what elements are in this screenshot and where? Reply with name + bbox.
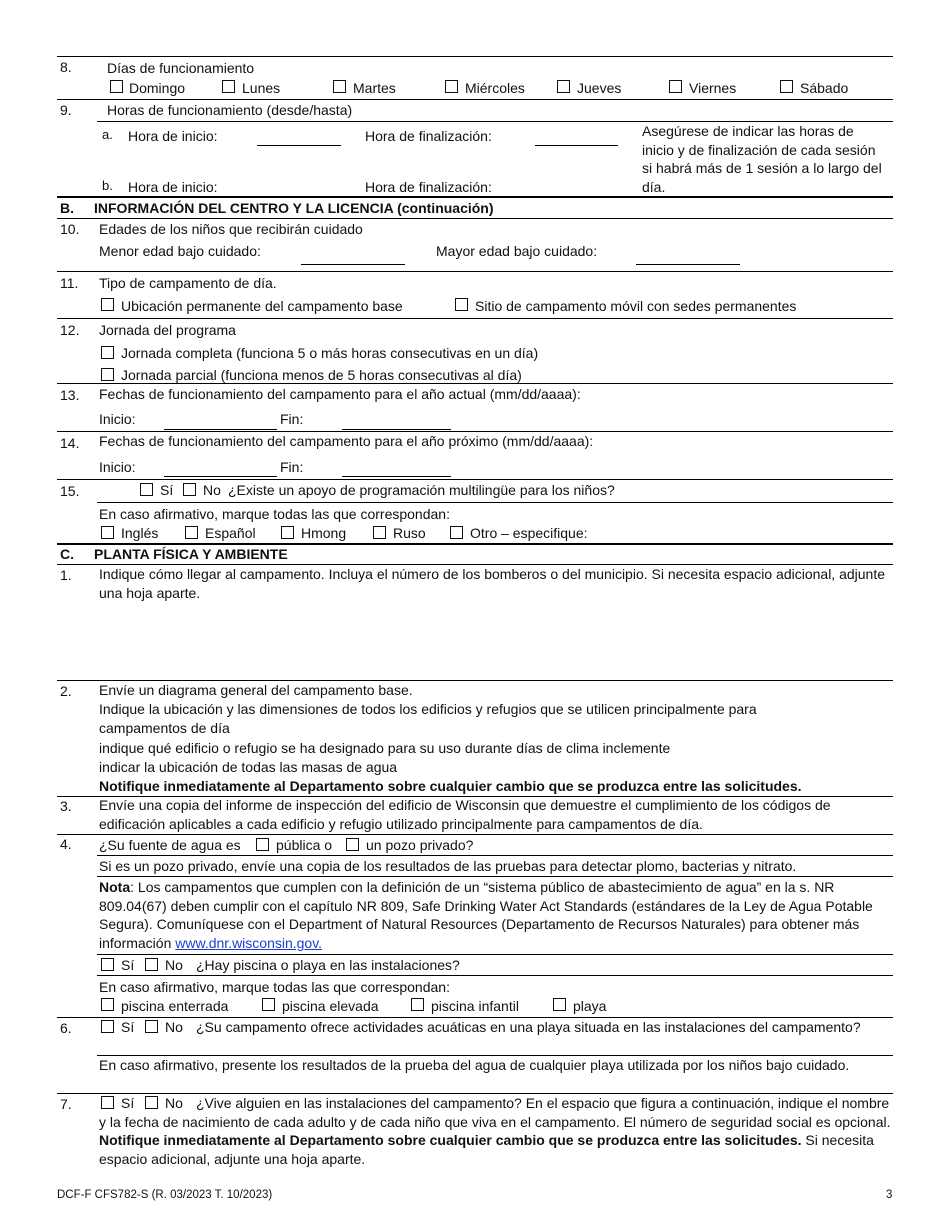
c4-private-note: Si es un pozo privado, envíe una copia de los resultados de las pruebas para detectar plomo, bacterias y nitrato. [99,858,797,874]
c2-number: 2. [60,683,72,699]
no-label: No [203,482,221,498]
c2-line3: indique qué edificio o refugio se ha designado para su uso durante días de clima inclemente [99,740,671,756]
q9-note: Asegúrese de indicar las horas de inicio y de finalización de cada sesión si habrá más de 1 sesión a lo largo del día. [642,123,882,195]
c5-followup: En caso afirmativo, marque todas las que correspondan: [99,979,450,995]
option-label: Jornada completa (funciona 5 o más horas consecutivas en un día) [121,345,539,361]
checkbox-pool-no[interactable] [145,958,158,971]
divider [97,855,893,856]
c7-body: ¿Vive alguien en las instalaciones del campamento? En el espacio que figura a continuación, indique el nombre y la fecha de nacimiento de cada adulto y de cada niño que viva en el campamento. El número de seguridad social es opcional. [99,1095,891,1130]
yes-label: Sí [121,1019,135,1035]
c4-number: 4. [60,836,72,852]
c1-number: 1. [60,567,72,583]
q13-end-label: Fin: [280,411,304,427]
q14-number: 14. [60,435,80,451]
q15-question: ¿Existe un apoyo de programación multilingüe para los niños? [228,482,615,498]
checkbox-miercoles[interactable] [445,80,458,93]
no-label: No [165,1095,183,1111]
checkbox-espanol[interactable] [185,526,198,539]
option-label: Sitio de campamento móvil con sedes permanentes [475,298,797,314]
section-c-letter: C. [60,546,74,562]
checkbox-pool-yes[interactable] [101,958,114,971]
q13-label: Fechas de funcionamiento del campamento para el año actual (mm/dd/aaaa): [99,386,581,402]
checkbox-viernes[interactable] [669,80,682,93]
checkbox-beach[interactable] [553,998,566,1011]
option-label: Ubicación permanente del campamento base [121,298,403,314]
section-c-title: PLANTA FÍSICA Y AMBIENTE [94,546,288,562]
no-label: No [165,957,183,973]
yes-label: Sí [160,482,174,498]
c7-tail: Si necesita espacio adicional, adjunte una hoja aparte. [99,1132,874,1167]
q10-oldest-label: Mayor edad bajo cuidado: [436,243,598,259]
c1-answer-area[interactable] [99,604,889,676]
q9a-start-label: Hora de inicio: [128,128,218,144]
q9b-start-label: Hora de inicio: [128,179,218,195]
q13-start-label: Inicio: [99,411,136,427]
checkbox-sabado[interactable] [780,80,793,93]
section-b-letter: B. [60,200,74,216]
divider [97,954,893,955]
checkbox-inground-pool[interactable] [101,998,114,1011]
c4-note [99,878,891,952]
option-label: piscina enterrada [121,998,229,1014]
option-label: Jornada parcial (funciona menos de 5 horas consecutivas al día) [121,367,522,383]
c7-notice: Notifique inmediatamente al Departamento sobre cualquier cambio que se produzca entre las solicitudes. [99,1132,802,1149]
q14-start-label: Inicio: [99,459,136,475]
divider [57,383,893,384]
day-label: Jueves [577,80,622,96]
checkbox-domingo[interactable] [110,80,123,93]
q9a-start-field[interactable] [257,145,341,146]
checkbox-otro[interactable] [450,526,463,539]
q10-label: Edades de los niños que recibirán cuidado [99,221,363,237]
q15-number: 15. [60,483,80,499]
q15-followup: En caso afirmativo, marque todas las que correspondan: [99,506,450,522]
c2-line2: Indique la ubicación y las dimensiones de todos los edificios y refugios que se utilicen principalmente para campamentos de día [99,701,757,736]
c4-question: ¿Su fuente de agua es [99,837,241,853]
checkbox-ingles[interactable] [101,526,114,539]
checkbox-ruso[interactable] [373,526,386,539]
language-label: Inglés [121,525,159,541]
oldest-age-field[interactable] [636,264,740,265]
q14-label: Fechas de funcionamiento del campamento para el año próximo (mm/dd/aaaa): [99,433,594,449]
divider [97,975,893,976]
language-label: Español [205,525,256,541]
q8-number: 8. [60,59,72,75]
q8-label: Días de funcionamiento [107,60,255,76]
checkbox-water-private[interactable] [346,838,359,851]
q14-start-field[interactable] [164,476,277,477]
q14-end-label: Fin: [280,459,304,475]
c5-question: ¿Hay piscina o playa en las instalaciones? [196,957,460,973]
divider [57,218,893,219]
q9b-end-label: Hora de finalización: [365,179,492,195]
day-label: Viernes [689,80,737,96]
divider [57,99,893,100]
c3-number: 3. [60,798,72,814]
youngest-age-field[interactable] [301,264,405,265]
q9a-end-label: Hora de finalización: [365,128,492,144]
yes-label: Sí [121,957,135,973]
c3-text: Envíe una copia del informe de inspección del edificio de Wisconsin que demuestre el cumplimiento de los códigos de edificación aplicables a cada edificio y refugio utilizado principalmente para campamentos de día. [99,797,831,832]
option-label: un pozo privado? [366,837,474,853]
checkbox-q15-no[interactable] [183,483,196,496]
q12-number: 12. [60,322,80,338]
q9-label: Horas de funcionamiento (desde/hasta) [107,102,353,118]
language-label: Hmong [301,525,347,541]
option-label: piscina infantil [431,998,519,1014]
language-label: Ruso [393,525,426,541]
c2-notice: Notifique inmediatamente al Departamento sobre cualquier cambio que se produzca entre las solicitudes. [99,778,802,794]
section-divider [57,196,893,198]
option-label: pública o [276,837,333,853]
day-label: Miércoles [465,80,525,96]
day-label: Martes [353,80,396,96]
q9-a-letter: a. [102,127,113,142]
yes-label: Sí [121,1095,135,1111]
dnr-link[interactable]: www.dnr.wisconsin.gov. [175,934,323,951]
no-label: No [165,1019,183,1035]
q13-end-field[interactable] [342,429,451,430]
divider [57,56,893,57]
section-b-title: INFORMACIÓN DEL CENTRO Y LA LICENCIA (continuación) [94,200,494,216]
divider [57,318,893,319]
c6-question: ¿Su campamento ofrece actividades acuáticas en una playa situada en las instalaciones del campamento? [196,1019,861,1035]
q10-number: 10. [60,221,80,237]
q12-label: Jornada del programa [99,322,236,338]
form-id: DCF-F CFS782-S (R. 03/2023 T. 10/2023) [57,1189,273,1201]
c4-note-text: : Los campamentos que cumplen con la definición de un “sistema público de abastecimiento de agua” en la s. NR 809.04(67) deben cumplir con el capítulo NR 809, Safe Drinking Water Act Standards (estándares de la Ley de Agua Potable Segura). Comuníquese con el Department of Natural Resources (Departamento de Recursos Naturales) para obtener más información [99,879,873,951]
option-label: playa [573,998,607,1014]
option-label: piscina elevada [282,998,379,1014]
checkbox-mobile-site[interactable] [455,298,468,311]
c4-note-label: Nota [99,879,131,895]
day-label: Domingo [129,80,186,96]
c2-line1: Envíe un diagrama general del campamento base. [99,682,413,698]
c7-number: 7. [60,1096,72,1112]
checkbox-full-day[interactable] [101,346,114,359]
q9-number: 9. [60,102,72,118]
q11-number: 11. [60,275,79,291]
c6-followup: En caso afirmativo, presente los resultados de la prueba del agua de cualquier playa utilizada por los niños bajo cuidado. [99,1057,850,1073]
language-label: Otro – especifique: [470,525,588,541]
checkbox-part-day[interactable] [101,368,114,381]
checkbox-above-ground-pool[interactable] [262,998,275,1011]
day-label: Lunes [242,80,281,96]
c1-text: Indique cómo llegar al campamento. Incluya el número de los bomberos o del municipio. Si necesita espacio adicional, adjunte una hoja aparte. [99,566,886,601]
checkbox-water-public[interactable] [256,838,269,851]
checkbox-wading-pool[interactable] [411,998,424,1011]
q14-end-field[interactable] [342,476,451,477]
divider [57,834,893,835]
c6-number: 6. [60,1020,72,1036]
q9a-end-field[interactable] [535,145,618,146]
divider [57,271,893,272]
checkbox-jueves[interactable] [557,80,570,93]
checkbox-lunes[interactable] [222,80,235,93]
q10-youngest-label: Menor edad bajo cuidado: [99,243,261,259]
q9-b-letter: b. [102,178,113,193]
q13-start-field[interactable] [164,429,277,430]
checkbox-q15-yes[interactable] [140,483,153,496]
checkbox-hmong[interactable] [281,526,294,539]
page-number: 3 [886,1189,893,1201]
divider [97,502,893,503]
c2-line4: indicar la ubicación de todas las masas de agua [99,759,398,775]
q13-number: 13. [60,387,80,403]
day-label: Sábado [800,80,849,96]
checkbox-permanent-base[interactable] [101,298,114,311]
checkbox-martes[interactable] [333,80,346,93]
q11-label: Tipo de campamento de día. [99,275,277,291]
divider [57,479,893,480]
divider [97,876,893,877]
c7-text [99,1094,891,1168]
